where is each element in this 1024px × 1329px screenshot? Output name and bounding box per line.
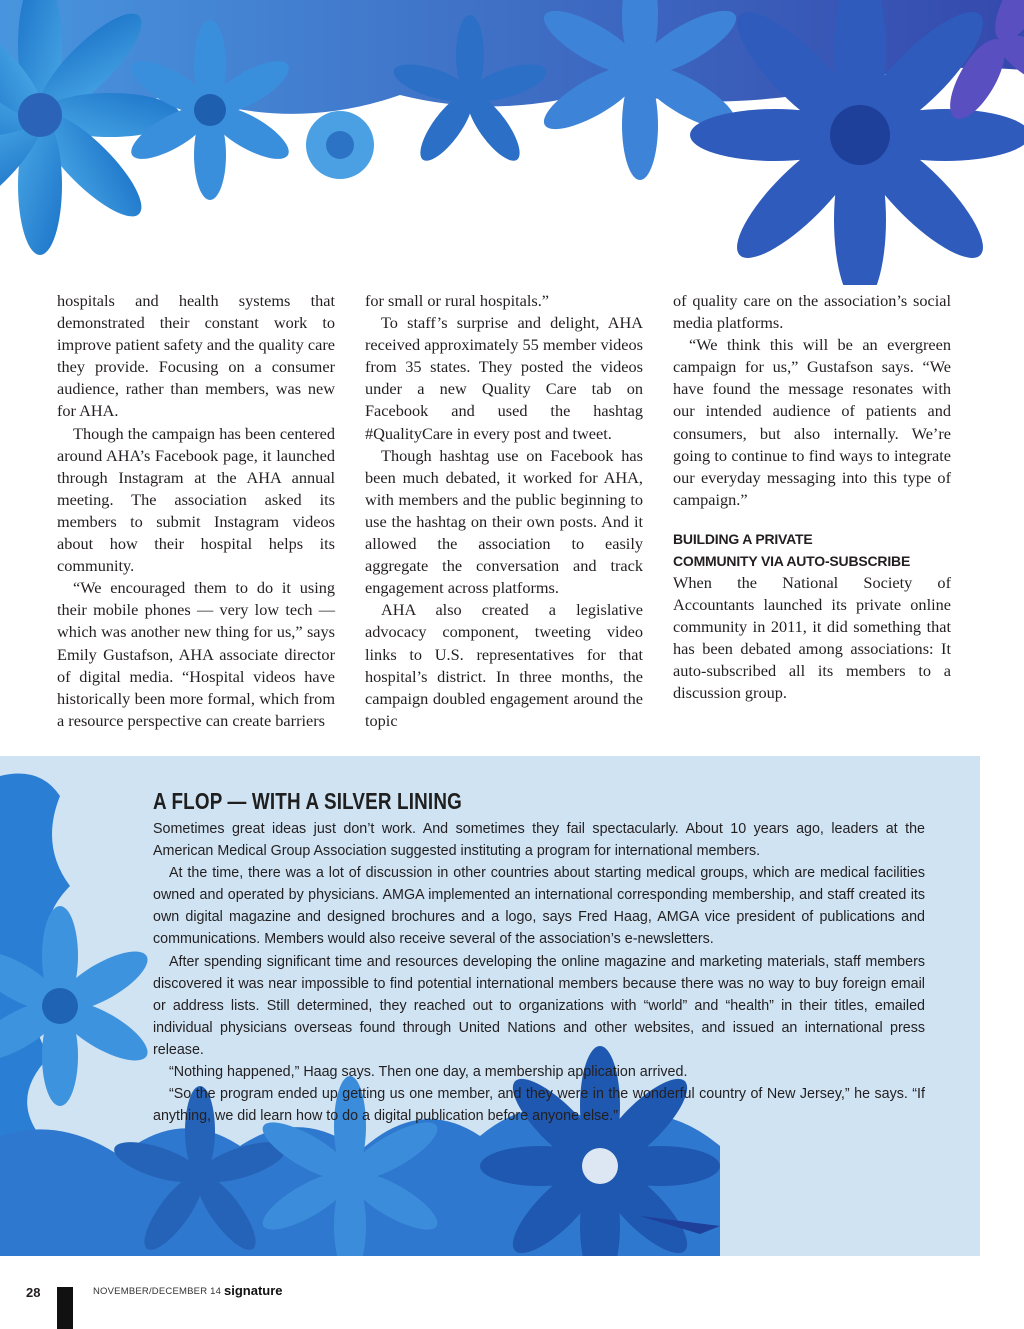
article-column-1 xyxy=(57,290,335,732)
paragraph: hospitals and health systems that demonstrated their constant work to improve patient safety and the quality care they provide. Focusing on a consumer audience, rather than members, was new for AHA. xyxy=(57,291,335,421)
paragraph: Though the campaign has been centered around AHA’s Facebook page, it launched through Instagram at the AHA annual meeting. The association asked its members to submit Instagram videos about how their hospital helps its community. xyxy=(57,423,335,576)
sidebar-box xyxy=(0,756,980,1256)
sidebar-text xyxy=(153,786,925,1127)
header-decorative-art xyxy=(0,0,1024,285)
paragraph: for small or rural hospitals.” xyxy=(365,291,550,310)
footer-bar xyxy=(57,1287,73,1329)
paragraph: To staff’s surprise and delight, AHA received approximately 55 member videos from 35 states. They posted the videos under a new Quality Care tab on Facebook and used the hashtag #QualityCare in every post and tweet. xyxy=(365,313,643,443)
paragraph: AHA also created a legislative advocacy component, tweeting video links to U.S. representatives for that hospital’s district. In three months, the campaign doubled engagement around the topic xyxy=(365,600,643,730)
paragraph: Though hashtag use on Facebook has been much debated, it worked for AHA, with members and the public beginning to use the hashtag on their own posts. And it allowed the association to easily aggregate the conversation and track engagement across platforms. xyxy=(365,445,643,598)
paragraph: At the time, there was a lot of discussion in other countries about starting medical groups, which are medical facilities owned and operated by physicians. AMGA implemented an international corresponding membership, and staff created its own digital magazine and designed brochures and a logo, says Fred Haag, AMGA vice president of publications and communications. Members would also receive several of the association’s e-newsletters. xyxy=(153,865,925,948)
page-number: 28 xyxy=(26,1285,41,1300)
paragraph: Sometimes great ideas just don’t work. And sometimes they fail spectacularly. About 10 years ago, leaders at the American Medical Group Association suggested instituting a program for international members. xyxy=(153,821,925,860)
section-subhead xyxy=(673,528,951,572)
article-column-2 xyxy=(365,290,643,732)
paragraph: of quality care on the association’s social media platforms. xyxy=(673,291,951,333)
issue-date: NOVEMBER/DECEMBER 14 xyxy=(93,1286,222,1297)
paragraph: “We encouraged them to do it using their mobile phones — very low tech — which was another new thing for us,” says Emily Gustafson, AHA associate director of digital media. “Hospital videos have historically been more formal, which from a resource perspective can create barriers xyxy=(57,578,335,730)
subhead-line-1: BUILDING A PRIVATE xyxy=(673,530,813,547)
subhead-line-2: COMMUNITY VIA AUTO-SUBSCRIBE xyxy=(673,552,911,569)
paragraph: “Nothing happened,” Haag says. Then one day, a membership application arrived. xyxy=(169,1064,688,1081)
paragraph: “We think this will be an evergreen campaign for us,” Gustafson says. “We have found the message resonates with our intended audience of patients and consumers, but also internally. We’re going to continue to find ways to integrate our everyday messaging into this type of campaign.” xyxy=(673,335,951,509)
paragraph: After spending significant time and resources developing the online magazine and marketing materials, staff members discovered it was near impossible to find potential international members because there was no way to buy foreign email or address lists. Still determined, they reached out to organizations with “world” and “health” in their titles, emailed individual physicians overseas found through United Nations and other websites, and issued an international press release. xyxy=(153,953,925,1058)
sidebar-title: A FLOP — WITH A SILVER LINING xyxy=(153,788,462,814)
paragraph: When the National Society of Accountants launched its private online community in 2011, it did something that has been debated among associations: It auto-subscribed all its members to a discussion group. xyxy=(673,572,951,703)
paragraph: “So the program ended up getting us one member, and they were in the wonderful country of New Jersey,” he says. “If anything, we did learn how to do a digital publication before anyone else.” xyxy=(153,1086,925,1125)
article-column-3 xyxy=(673,290,951,705)
magazine-name: signature xyxy=(224,1283,283,1298)
